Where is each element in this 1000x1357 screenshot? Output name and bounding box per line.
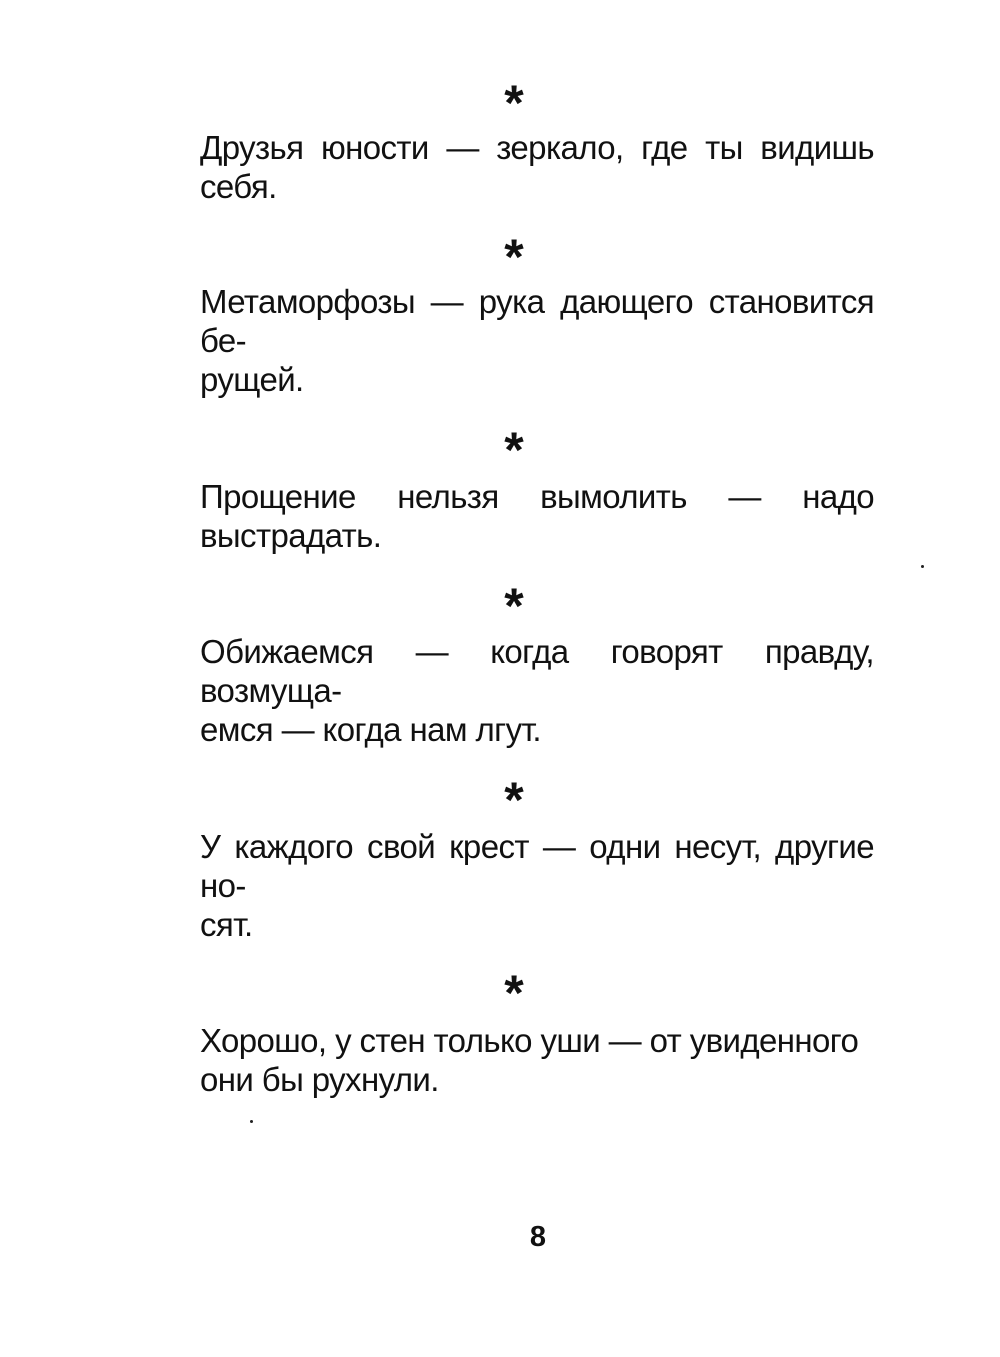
aphorism-6-line-2: они бы рухнули. xyxy=(200,1061,439,1098)
section-separator-1: * xyxy=(504,75,524,131)
section-separator-3: * xyxy=(504,422,524,478)
scan-speck-right xyxy=(921,565,924,568)
section-separator-6: * xyxy=(504,965,524,1021)
aphorism-2-line-1: Метаморфозы — рука дающего становится бе- xyxy=(200,283,874,359)
aphorism-3 xyxy=(200,477,874,555)
section-separator-5: * xyxy=(504,772,524,828)
aphorism-4-line-2: емся — когда нам лгут. xyxy=(200,711,541,748)
aphorism-3-line-1: Прощение нельзя вымолить — надо выстрадать. xyxy=(200,478,874,554)
scan-speck-left xyxy=(250,1120,253,1123)
aphorism-4 xyxy=(200,632,874,749)
aphorism-5-line-1: У каждого свой крест — одни несут, другие но- xyxy=(200,828,874,904)
aphorism-5-line-2: сят. xyxy=(200,906,253,943)
aphorism-1-line-1: Друзья юности — зеркало, где ты видишь себя. xyxy=(200,129,874,205)
aphorism-2-line-2: рущей. xyxy=(200,361,304,398)
aphorism-1 xyxy=(200,128,874,206)
section-separator-4: * xyxy=(504,578,524,634)
aphorism-4-line-1: Обижаемся — когда говорят правду, возмуща- xyxy=(200,633,874,709)
aphorism-5 xyxy=(200,827,874,944)
aphorism-2 xyxy=(200,282,874,399)
aphorism-6 xyxy=(200,1021,874,1099)
page-number: 8 xyxy=(529,1221,547,1253)
section-separator-2: * xyxy=(504,229,524,285)
aphorism-6-line-1: Хорошо, у стен только уши — от увиденного xyxy=(200,1022,859,1059)
